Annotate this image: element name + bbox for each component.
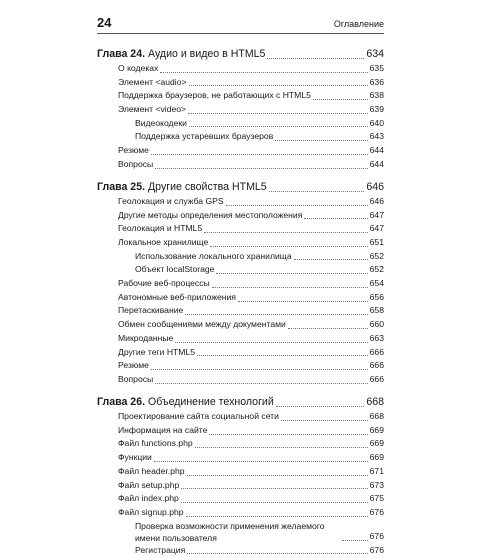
toc-chapter-entry[interactable] bbox=[97, 47, 384, 62]
entry-title: Элемент <video> bbox=[118, 104, 187, 115]
dot-leader bbox=[226, 204, 368, 206]
dot-leader bbox=[186, 515, 368, 517]
entry-title: Локальное хранилище bbox=[118, 237, 209, 248]
page-ref: 652 bbox=[369, 264, 384, 275]
entry-title: Функции bbox=[118, 452, 152, 463]
page-ref: 666 bbox=[369, 346, 384, 357]
toc-entry[interactable] bbox=[97, 544, 384, 557]
dot-leader bbox=[313, 98, 368, 100]
toc-entry[interactable] bbox=[97, 424, 384, 438]
dot-leader bbox=[181, 487, 367, 489]
toc-entry[interactable] bbox=[97, 451, 384, 465]
dot-leader bbox=[160, 71, 367, 73]
dot-leader bbox=[155, 382, 367, 384]
toc-entry[interactable] bbox=[97, 318, 384, 332]
entry-title: Вопросы bbox=[118, 158, 154, 169]
chapter-number: Глава 26. bbox=[97, 396, 146, 409]
dot-leader bbox=[281, 419, 368, 421]
page-ref: 669 bbox=[369, 452, 384, 463]
dot-leader bbox=[175, 341, 367, 343]
page-ref: 646 bbox=[366, 181, 384, 193]
dot-leader bbox=[212, 286, 368, 288]
toc-entry[interactable] bbox=[97, 520, 384, 544]
table-of-contents bbox=[97, 47, 384, 557]
toc-entry[interactable] bbox=[97, 373, 384, 387]
toc-entry[interactable] bbox=[97, 465, 384, 479]
running-title: Оглавление bbox=[333, 19, 384, 29]
entry-title: Регистрация bbox=[135, 544, 186, 555]
toc-gap bbox=[97, 387, 384, 396]
entry-title: Автономные веб-приложения bbox=[118, 291, 236, 302]
toc-entry[interactable] bbox=[97, 103, 384, 117]
toc-entry[interactable] bbox=[97, 130, 384, 144]
chapter-heading bbox=[97, 47, 265, 62]
dot-leader bbox=[204, 231, 367, 233]
page-ref: 639 bbox=[369, 104, 384, 115]
dot-leader bbox=[154, 460, 368, 462]
page-ref: 654 bbox=[369, 278, 384, 289]
entry-title: Другие методы определения местоположения bbox=[118, 209, 303, 220]
dot-leader bbox=[181, 501, 368, 503]
dot-leader bbox=[197, 354, 368, 356]
page-ref: 640 bbox=[369, 117, 384, 128]
entry-title: Резюме bbox=[118, 145, 149, 156]
dot-leader bbox=[189, 125, 368, 127]
toc-entry[interactable] bbox=[97, 195, 384, 209]
page-ref: 669 bbox=[369, 438, 384, 449]
entry-title: Файл header.php bbox=[118, 465, 185, 476]
entry-title: Файл functions.php bbox=[118, 438, 193, 449]
page-ref: 647 bbox=[369, 209, 384, 220]
entry-title: Перетаскивание bbox=[118, 305, 184, 316]
entry-title: Файл index.php bbox=[118, 493, 179, 504]
chapter-title: Объединение технологий bbox=[148, 396, 274, 409]
page-ref: 676 bbox=[369, 530, 384, 541]
page-header bbox=[0, 0, 500, 40]
toc-gap bbox=[97, 172, 384, 181]
page-ref: 675 bbox=[369, 493, 384, 504]
entry-title: Информация на сайте bbox=[118, 424, 208, 435]
page-ref: 668 bbox=[366, 396, 384, 409]
page-ref: 671 bbox=[369, 465, 384, 476]
chapter-heading bbox=[97, 395, 274, 410]
entry-title: Проектирование сайта социальной сети bbox=[118, 411, 279, 422]
toc-entry[interactable] bbox=[97, 263, 384, 277]
entry-title: Файл signup.php bbox=[118, 506, 184, 517]
page-number: 24 bbox=[97, 15, 112, 30]
entry-title: Вопросы bbox=[118, 373, 154, 384]
entry-title: Проверка возможности применения желаемого имени пользователя bbox=[135, 520, 325, 543]
dot-leader bbox=[195, 446, 368, 448]
page-ref: 646 bbox=[369, 195, 384, 206]
entry-title: Резюме bbox=[118, 360, 149, 371]
toc-entry[interactable] bbox=[97, 117, 384, 131]
dot-leader bbox=[342, 539, 368, 541]
toc-entry[interactable] bbox=[97, 291, 384, 305]
dot-leader bbox=[151, 153, 368, 155]
toc-entry[interactable] bbox=[97, 158, 384, 172]
toc-entry[interactable] bbox=[97, 209, 384, 223]
dot-leader bbox=[304, 217, 367, 219]
page-ref: 656 bbox=[369, 291, 384, 302]
entry-title: Видеокодеки bbox=[135, 117, 187, 128]
dot-leader bbox=[275, 139, 367, 141]
dot-leader bbox=[210, 245, 367, 247]
entry-title: Геолокация и служба GPS bbox=[118, 195, 224, 206]
toc-entry[interactable] bbox=[97, 506, 384, 520]
entry-title: Использование локального хранилища bbox=[135, 250, 292, 261]
entry-title: Обмен сообщениями между документами bbox=[118, 319, 286, 330]
toc-entry[interactable] bbox=[97, 359, 384, 373]
toc-entry[interactable] bbox=[97, 277, 384, 291]
toc-entry[interactable] bbox=[97, 144, 384, 158]
toc-entry[interactable] bbox=[97, 305, 384, 319]
toc-chapter-entry[interactable] bbox=[97, 180, 384, 195]
dot-leader bbox=[187, 552, 367, 554]
chapter-title: Другие свойства HTML5 bbox=[148, 181, 267, 193]
entry-title: Другие теги HTML5 bbox=[118, 346, 196, 357]
page-ref: 638 bbox=[369, 90, 384, 101]
chapter-title: Аудио и видео в HTML5 bbox=[148, 48, 266, 60]
toc-entry[interactable] bbox=[97, 89, 384, 103]
entry-title: Поддержка браузеров, не работающих с HTML5 bbox=[118, 90, 311, 101]
dot-leader bbox=[276, 405, 365, 407]
dot-leader bbox=[155, 167, 367, 169]
toc-entry[interactable] bbox=[97, 410, 384, 424]
page-ref: 676 bbox=[369, 544, 384, 555]
page-ref: 643 bbox=[369, 131, 384, 142]
toc-entry[interactable] bbox=[97, 346, 384, 360]
page-ref: 634 bbox=[366, 48, 384, 60]
page-ref: 644 bbox=[369, 158, 384, 169]
dot-leader bbox=[216, 272, 367, 274]
toc-entry[interactable] bbox=[97, 250, 384, 264]
dot-leader bbox=[188, 112, 368, 114]
entry-title: Рабочие веб-процессы bbox=[118, 278, 210, 289]
toc-entry[interactable] bbox=[97, 479, 384, 493]
toc-chapter-entry[interactable] bbox=[97, 395, 384, 410]
dot-leader bbox=[294, 258, 368, 260]
entry-title: О кодеках bbox=[118, 62, 159, 73]
page-ref: 668 bbox=[369, 411, 384, 422]
page-ref: 669 bbox=[369, 424, 384, 435]
page-ref: 635 bbox=[369, 62, 384, 73]
toc-entry[interactable] bbox=[97, 492, 384, 506]
page-ref: 660 bbox=[369, 319, 384, 330]
entry-title: Микроданные bbox=[118, 332, 174, 343]
dot-leader bbox=[209, 433, 367, 435]
page-ref: 652 bbox=[369, 250, 384, 261]
chapter-number: Глава 24. bbox=[97, 48, 146, 60]
page-ref: 666 bbox=[369, 373, 384, 384]
entry-title: Элемент <audio> bbox=[118, 76, 187, 87]
page-ref: 658 bbox=[369, 305, 384, 316]
entry-title: Объект localStorage bbox=[135, 264, 215, 275]
toc-entry[interactable] bbox=[97, 332, 384, 346]
header-rule bbox=[97, 33, 384, 34]
dot-leader bbox=[185, 313, 367, 315]
page-ref: 647 bbox=[369, 223, 384, 234]
dot-leader bbox=[288, 327, 368, 329]
page-ref: 676 bbox=[369, 506, 384, 517]
dot-leader bbox=[238, 300, 368, 302]
dot-leader bbox=[189, 84, 368, 86]
entry-title: Поддержка устаревших браузеров bbox=[135, 131, 274, 142]
page-ref: 663 bbox=[369, 332, 384, 343]
page-ref: 651 bbox=[369, 237, 384, 248]
toc-entry[interactable] bbox=[97, 62, 384, 76]
dot-leader bbox=[151, 368, 368, 370]
toc-entry[interactable] bbox=[97, 438, 384, 452]
dot-leader bbox=[187, 474, 368, 476]
chapter-heading bbox=[97, 180, 267, 195]
entry-title: Файл setup.php bbox=[118, 479, 180, 490]
page-ref: 666 bbox=[369, 360, 384, 371]
page-ref: 636 bbox=[369, 76, 384, 87]
entry-title: Геолокация и HTML5 bbox=[118, 223, 203, 234]
dot-leader bbox=[269, 190, 365, 192]
toc-entry[interactable] bbox=[97, 222, 384, 236]
toc-entry[interactable] bbox=[97, 76, 384, 90]
chapter-number: Глава 25. bbox=[97, 181, 146, 193]
dot-leader bbox=[267, 57, 364, 59]
page-ref: 673 bbox=[369, 479, 384, 490]
toc-entry[interactable] bbox=[97, 236, 384, 250]
page-ref: 644 bbox=[369, 145, 384, 156]
